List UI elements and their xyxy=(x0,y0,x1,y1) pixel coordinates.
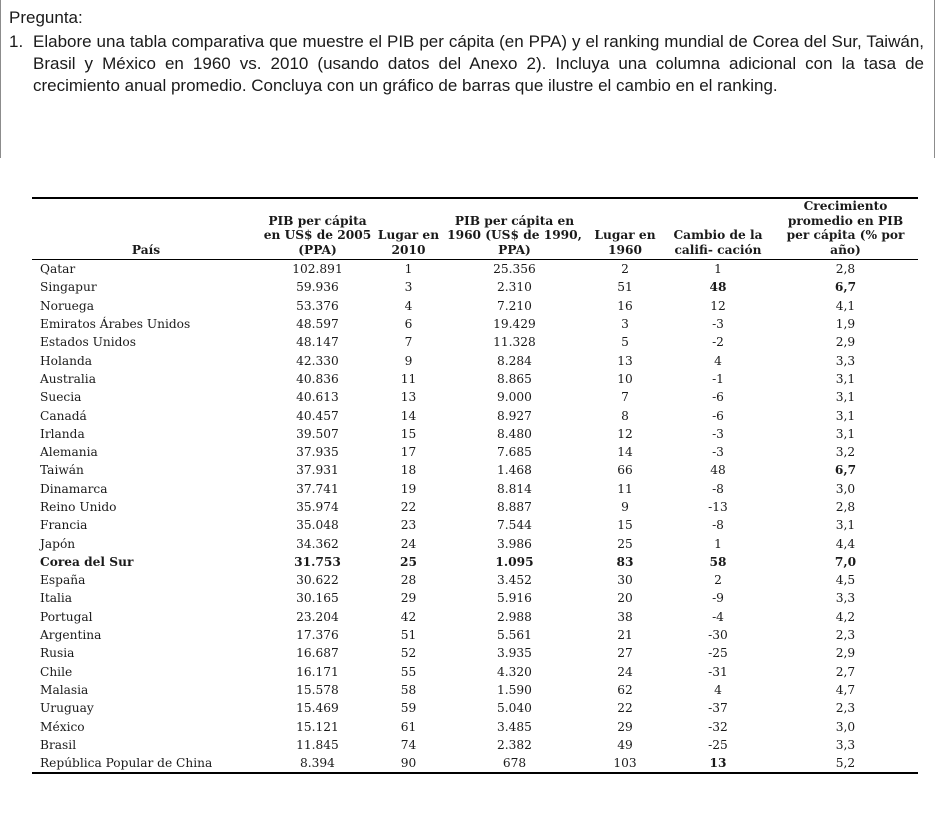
cell-gdp-1960: 1.095 xyxy=(495,554,534,569)
cell-gdp-1960: 1.590 xyxy=(497,682,532,697)
cell-avg-growth: 2,3 xyxy=(835,701,856,716)
cell-gdp-2010: 30.622 xyxy=(296,573,339,588)
cell-rank-1960: 27 xyxy=(617,646,633,661)
cell-gdp-2010: 35.974 xyxy=(296,500,339,514)
cell-avg-growth: 1,9 xyxy=(835,317,856,332)
cell-country: Australia xyxy=(40,371,96,386)
cell-avg-growth: 7,0 xyxy=(834,554,857,569)
cell-rank-change: -3 xyxy=(712,317,724,332)
cell-gdp-1960: 8.814 xyxy=(497,481,532,496)
cell-rank-change: -9 xyxy=(712,591,724,606)
cell-rank-2010: 42 xyxy=(400,609,417,624)
cell-gdp-2010: 11.845 xyxy=(296,737,339,752)
table-row xyxy=(32,608,918,626)
cell-rank-1960: 15 xyxy=(617,518,633,533)
cell-avg-growth: 3,1 xyxy=(835,408,856,423)
cell-gdp-1960: 5.561 xyxy=(497,628,532,643)
table-row xyxy=(32,589,918,607)
table-row xyxy=(32,406,918,424)
cell-avg-growth: 2,9 xyxy=(835,335,856,350)
cell-rank-2010: 14 xyxy=(400,408,417,423)
cell-country: Chile xyxy=(40,664,73,679)
cell-avg-growth: 2,9 xyxy=(835,646,856,661)
cell-rank-2010: 3 xyxy=(404,280,413,295)
cell-country: Irlanda xyxy=(40,426,85,441)
header-rank-change: Cambio de la califi- cación xyxy=(663,198,773,260)
cell-avg-growth: 3,1 xyxy=(835,518,856,533)
cell-rank-change: -8 xyxy=(712,518,724,533)
table-row xyxy=(32,315,918,333)
cell-rank-1960: 5 xyxy=(621,335,629,350)
cell-rank-change: 1 xyxy=(714,262,722,277)
cell-rank-1960: 2 xyxy=(621,262,629,277)
cell-rank-1960: 11 xyxy=(617,481,633,496)
table-row xyxy=(32,370,918,388)
cell-gdp-1960: 3.452 xyxy=(497,573,532,588)
header-country: País xyxy=(32,198,260,260)
cell-country: Japón xyxy=(40,536,76,551)
cell-gdp-1960: 5.916 xyxy=(497,591,532,606)
cell-rank-change: 1 xyxy=(714,536,722,551)
header-row xyxy=(32,198,918,260)
table-row xyxy=(32,736,918,754)
cell-rank-2010: 15 xyxy=(400,426,417,441)
cell-gdp-1960: 8.284 xyxy=(497,353,532,368)
cell-country: Suecia xyxy=(40,390,82,405)
cell-gdp-1960: 2.310 xyxy=(497,280,532,295)
table-row xyxy=(32,333,918,351)
question-text: Elabore una tabla comparativa que muestre el PIB per cápita (en PPA) y el ranking mundial de Corea del Sur, Taiwán, Brasil y México en 1960 vs. 2010 (usando datos del Anexo 2). Incluya una columna adicional con la tasa de crecimiento anual promedio. Concluya con un gráfico de barras que ilustre el cambio en el ranking. xyxy=(33,32,924,95)
cell-avg-growth: 4,1 xyxy=(835,298,856,313)
cell-avg-growth: 2,7 xyxy=(835,664,856,679)
header-gdp-2010: PIB per cápita en US$ de 2005 (PPA) xyxy=(260,198,375,260)
cell-rank-2010: 9 xyxy=(404,353,413,368)
cell-gdp-1960: 1.468 xyxy=(497,463,532,478)
cell-rank-change: -8 xyxy=(712,481,724,496)
cell-country: República Popular de China xyxy=(32,754,260,773)
table-body xyxy=(32,260,918,774)
table-row xyxy=(32,260,918,279)
cell-gdp-2010: 8.394 xyxy=(260,754,375,773)
cell-rank-2010: 55 xyxy=(400,664,417,679)
cell-rank-1960: 20 xyxy=(617,591,633,606)
cell-country: Malasia xyxy=(40,682,89,697)
cell-rank-2010: 74 xyxy=(400,737,417,752)
cell-gdp-1960: 8.887 xyxy=(497,500,532,514)
cell-rank-1960: 62 xyxy=(617,682,633,697)
question-box xyxy=(0,0,935,158)
cell-rank-2010: 1 xyxy=(404,262,413,277)
cell-rank-1960: 22 xyxy=(617,701,633,716)
cell-rank-change: -6 xyxy=(712,390,724,405)
cell-rank-change: -4 xyxy=(712,609,724,624)
cell-gdp-2010: 17.376 xyxy=(296,628,339,643)
cell-rank-2010: 23 xyxy=(400,518,417,533)
cell-rank-change: -3 xyxy=(712,445,724,460)
cell-rank-2010: 90 xyxy=(375,754,442,773)
cell-country: Brasil xyxy=(40,737,77,752)
cell-gdp-1960: 7.210 xyxy=(497,298,532,313)
question-item xyxy=(9,31,924,97)
cell-rank-2010: 6 xyxy=(404,317,413,332)
cell-gdp-2010: 35.048 xyxy=(296,518,339,533)
cell-gdp-2010: 15.469 xyxy=(296,701,339,716)
header-rank-2010: Lugar en 2010 xyxy=(375,198,442,260)
cell-rank-2010: 22 xyxy=(400,500,417,514)
cell-rank-1960: 29 xyxy=(617,719,633,734)
cell-country: Holanda xyxy=(40,353,93,368)
cell-country: México xyxy=(40,719,85,734)
cell-avg-growth: 4,2 xyxy=(835,609,856,624)
cell-avg-growth: 3,0 xyxy=(835,481,856,496)
cell-rank-2010: 51 xyxy=(400,628,417,643)
cell-rank-2010: 17 xyxy=(400,445,417,460)
cell-rank-1960: 3 xyxy=(621,317,629,332)
table-row xyxy=(32,699,918,717)
cell-rank-1960: 83 xyxy=(616,554,634,569)
cell-rank-change: -6 xyxy=(712,408,724,423)
cell-rank-2010: 61 xyxy=(400,719,417,734)
cell-rank-2010: 7 xyxy=(404,335,413,350)
cell-rank-change: -2 xyxy=(712,335,724,350)
cell-country: España xyxy=(40,573,86,588)
cell-country: Francia xyxy=(40,518,88,533)
cell-rank-1960: 103 xyxy=(587,754,663,773)
table-row xyxy=(32,461,918,479)
cell-gdp-2010: 42.330 xyxy=(296,353,339,368)
cell-rank-2010: 52 xyxy=(400,646,417,661)
cell-country: Italia xyxy=(40,591,73,606)
table-row xyxy=(32,480,918,498)
cell-gdp-2010: 53.376 xyxy=(296,298,339,313)
cell-gdp-2010: 40.613 xyxy=(296,390,339,405)
cell-rank-change: -25 xyxy=(708,646,728,661)
cell-gdp-1960: 3.935 xyxy=(497,646,532,661)
cell-rank-change: -37 xyxy=(708,701,728,716)
cell-rank-1960: 12 xyxy=(617,426,633,441)
cell-country: Estados Unidos xyxy=(40,335,136,350)
cell-gdp-2010: 59.936 xyxy=(296,280,339,295)
cell-gdp-1960: 678 xyxy=(442,754,587,773)
cell-rank-1960: 13 xyxy=(617,353,633,368)
header-gdp-1960: PIB per cápita en 1960 (US$ de 1990, PPA) xyxy=(442,198,587,260)
cell-gdp-2010: 37.935 xyxy=(296,445,339,460)
cell-avg-growth: 3,1 xyxy=(835,390,856,405)
cell-gdp-2010: 16.171 xyxy=(296,664,339,679)
cell-gdp-2010: 31.753 xyxy=(294,554,341,569)
cell-rank-1960: 7 xyxy=(621,390,629,405)
table-row xyxy=(32,534,918,552)
cell-rank-change: -1 xyxy=(712,371,724,386)
table-row xyxy=(32,681,918,699)
cell-gdp-2010: 34.362 xyxy=(296,536,339,551)
cell-avg-growth: 3,1 xyxy=(835,426,856,441)
cell-country: Canadá xyxy=(40,408,87,423)
cell-rank-1960: 21 xyxy=(617,628,633,643)
cell-country: Taiwán xyxy=(40,463,84,478)
table-row xyxy=(32,388,918,406)
cell-avg-growth: 3,3 xyxy=(835,591,856,606)
cell-rank-change: -13 xyxy=(708,500,728,514)
header-avg-growth: Crecimiento promedio en PIB per cápita (% por año) xyxy=(773,198,918,260)
cell-gdp-1960: 5.040 xyxy=(497,701,532,716)
cell-gdp-1960: 3.986 xyxy=(497,536,532,551)
cell-rank-2010: 28 xyxy=(400,573,417,588)
table-row xyxy=(32,553,918,571)
table-row xyxy=(32,498,918,516)
gdp-table-container xyxy=(32,197,918,774)
cell-rank-1960: 16 xyxy=(617,298,633,313)
cell-gdp-2010: 16.687 xyxy=(296,646,339,661)
cell-rank-change: 4 xyxy=(714,353,722,368)
table-row xyxy=(32,297,918,315)
cell-avg-growth: 3,0 xyxy=(835,719,856,734)
table-row xyxy=(32,425,918,443)
cell-gdp-2010: 48.147 xyxy=(296,335,339,350)
cell-gdp-1960: 3.485 xyxy=(497,719,532,734)
cell-avg-growth: 4,7 xyxy=(835,682,856,697)
header-rank-1960: Lugar en 1960 xyxy=(587,198,663,260)
question-number: 1. xyxy=(9,32,24,51)
cell-gdp-2010: 102.891 xyxy=(292,262,343,277)
table-row xyxy=(32,663,918,681)
cell-rank-2010: 58 xyxy=(400,682,417,697)
cell-rank-change: 48 xyxy=(709,280,727,295)
cell-gdp-1960: 19.429 xyxy=(493,317,536,332)
table-row xyxy=(32,351,918,369)
table-row xyxy=(32,278,918,296)
table-row xyxy=(32,516,918,534)
cell-country: Corea del Sur xyxy=(40,554,134,569)
cell-country: Rusia xyxy=(40,646,75,661)
cell-gdp-2010: 48.597 xyxy=(296,317,339,332)
cell-rank-2010: 18 xyxy=(400,463,417,478)
cell-rank-change: 2 xyxy=(714,573,722,588)
cell-country: Argentina xyxy=(40,628,102,643)
cell-gdp-1960: 9.000 xyxy=(497,390,532,405)
cell-avg-growth: 5,2 xyxy=(773,754,918,773)
cell-rank-change: 4 xyxy=(714,682,722,697)
cell-gdp-1960: 8.927 xyxy=(497,408,532,423)
cell-avg-growth: 6,7 xyxy=(834,463,857,478)
cell-rank-1960: 8 xyxy=(621,408,629,423)
cell-avg-growth: 6,7 xyxy=(834,280,857,295)
table-row xyxy=(32,443,918,461)
cell-rank-1960: 51 xyxy=(617,280,633,295)
cell-rank-change: 58 xyxy=(709,554,727,569)
cell-rank-change: 48 xyxy=(710,463,726,478)
cell-country: Uruguay xyxy=(40,701,94,716)
cell-gdp-2010: 37.931 xyxy=(296,463,339,478)
cell-gdp-2010: 40.836 xyxy=(296,371,339,386)
cell-country: Reino Unido xyxy=(40,500,117,514)
table-row xyxy=(32,717,918,735)
cell-gdp-2010: 15.578 xyxy=(296,682,339,697)
cell-gdp-2010: 23.204 xyxy=(296,609,339,624)
cell-rank-1960: 25 xyxy=(617,536,633,551)
cell-avg-growth: 4,4 xyxy=(835,536,856,551)
cell-rank-2010: 11 xyxy=(400,371,417,386)
cell-rank-1960: 66 xyxy=(617,463,633,478)
cell-gdp-2010: 30.165 xyxy=(296,591,339,606)
table-row xyxy=(32,754,918,773)
gdp-ranking-table xyxy=(32,197,918,774)
cell-country: Portugal xyxy=(40,609,93,624)
cell-gdp-1960: 4.320 xyxy=(497,664,532,679)
cell-rank-1960: 38 xyxy=(617,609,633,624)
cell-gdp-1960: 8.480 xyxy=(497,426,532,441)
cell-rank-change: -30 xyxy=(708,628,728,643)
cell-gdp-1960: 8.865 xyxy=(497,371,532,386)
table-row xyxy=(32,626,918,644)
cell-gdp-1960: 25.356 xyxy=(493,262,536,277)
cell-avg-growth: 3,3 xyxy=(835,737,856,752)
cell-country: Noruega xyxy=(40,298,94,313)
cell-gdp-1960: 2.988 xyxy=(497,609,532,624)
cell-rank-1960: 10 xyxy=(617,371,633,386)
cell-avg-growth: 2,8 xyxy=(835,262,856,277)
cell-gdp-2010: 39.507 xyxy=(296,426,339,441)
cell-rank-change: -31 xyxy=(708,664,728,679)
cell-avg-growth: 2,8 xyxy=(835,500,856,514)
cell-gdp-1960: 7.685 xyxy=(497,445,532,460)
cell-rank-2010: 4 xyxy=(404,298,413,313)
cell-country: Alemania xyxy=(40,445,98,460)
cell-gdp-2010: 37.741 xyxy=(296,481,339,496)
cell-gdp-2010: 40.457 xyxy=(296,408,339,423)
cell-rank-1960: 14 xyxy=(617,445,633,460)
cell-gdp-2010: 15.121 xyxy=(296,719,339,734)
cell-country: Singapur xyxy=(40,280,97,295)
cell-rank-1960: 9 xyxy=(621,500,629,514)
cell-rank-2010: 24 xyxy=(400,536,417,551)
cell-rank-2010: 19 xyxy=(400,481,417,496)
cell-avg-growth: 3,1 xyxy=(835,371,856,386)
cell-gdp-1960: 11.328 xyxy=(493,335,536,350)
cell-rank-change: -25 xyxy=(708,737,728,752)
cell-rank-change: -3 xyxy=(712,426,724,441)
cell-rank-1960: 49 xyxy=(617,737,633,752)
cell-avg-growth: 2,3 xyxy=(835,628,856,643)
cell-rank-1960: 24 xyxy=(617,664,633,679)
cell-rank-2010: 59 xyxy=(400,701,417,716)
cell-rank-2010: 25 xyxy=(400,554,417,569)
cell-rank-change: -32 xyxy=(708,719,728,734)
cell-country: Emiratos Árabes Unidos xyxy=(40,317,191,332)
cell-gdp-1960: 2.382 xyxy=(497,737,532,752)
cell-rank-1960: 30 xyxy=(617,573,633,588)
table-row xyxy=(32,644,918,662)
cell-rank-change: 12 xyxy=(710,298,726,313)
cell-avg-growth: 3,3 xyxy=(835,353,856,368)
question-label: Pregunta: xyxy=(9,8,83,27)
cell-rank-2010: 29 xyxy=(400,591,417,606)
cell-gdp-1960: 7.544 xyxy=(497,518,532,533)
cell-avg-growth: 3,2 xyxy=(835,445,856,460)
cell-rank-change: 13 xyxy=(663,754,773,773)
cell-country: Dinamarca xyxy=(40,481,108,496)
table-header xyxy=(32,198,918,260)
cell-avg-growth: 4,5 xyxy=(835,573,856,588)
cell-country: Qatar xyxy=(40,262,76,277)
cell-rank-2010: 13 xyxy=(400,390,417,405)
table-row xyxy=(32,571,918,589)
